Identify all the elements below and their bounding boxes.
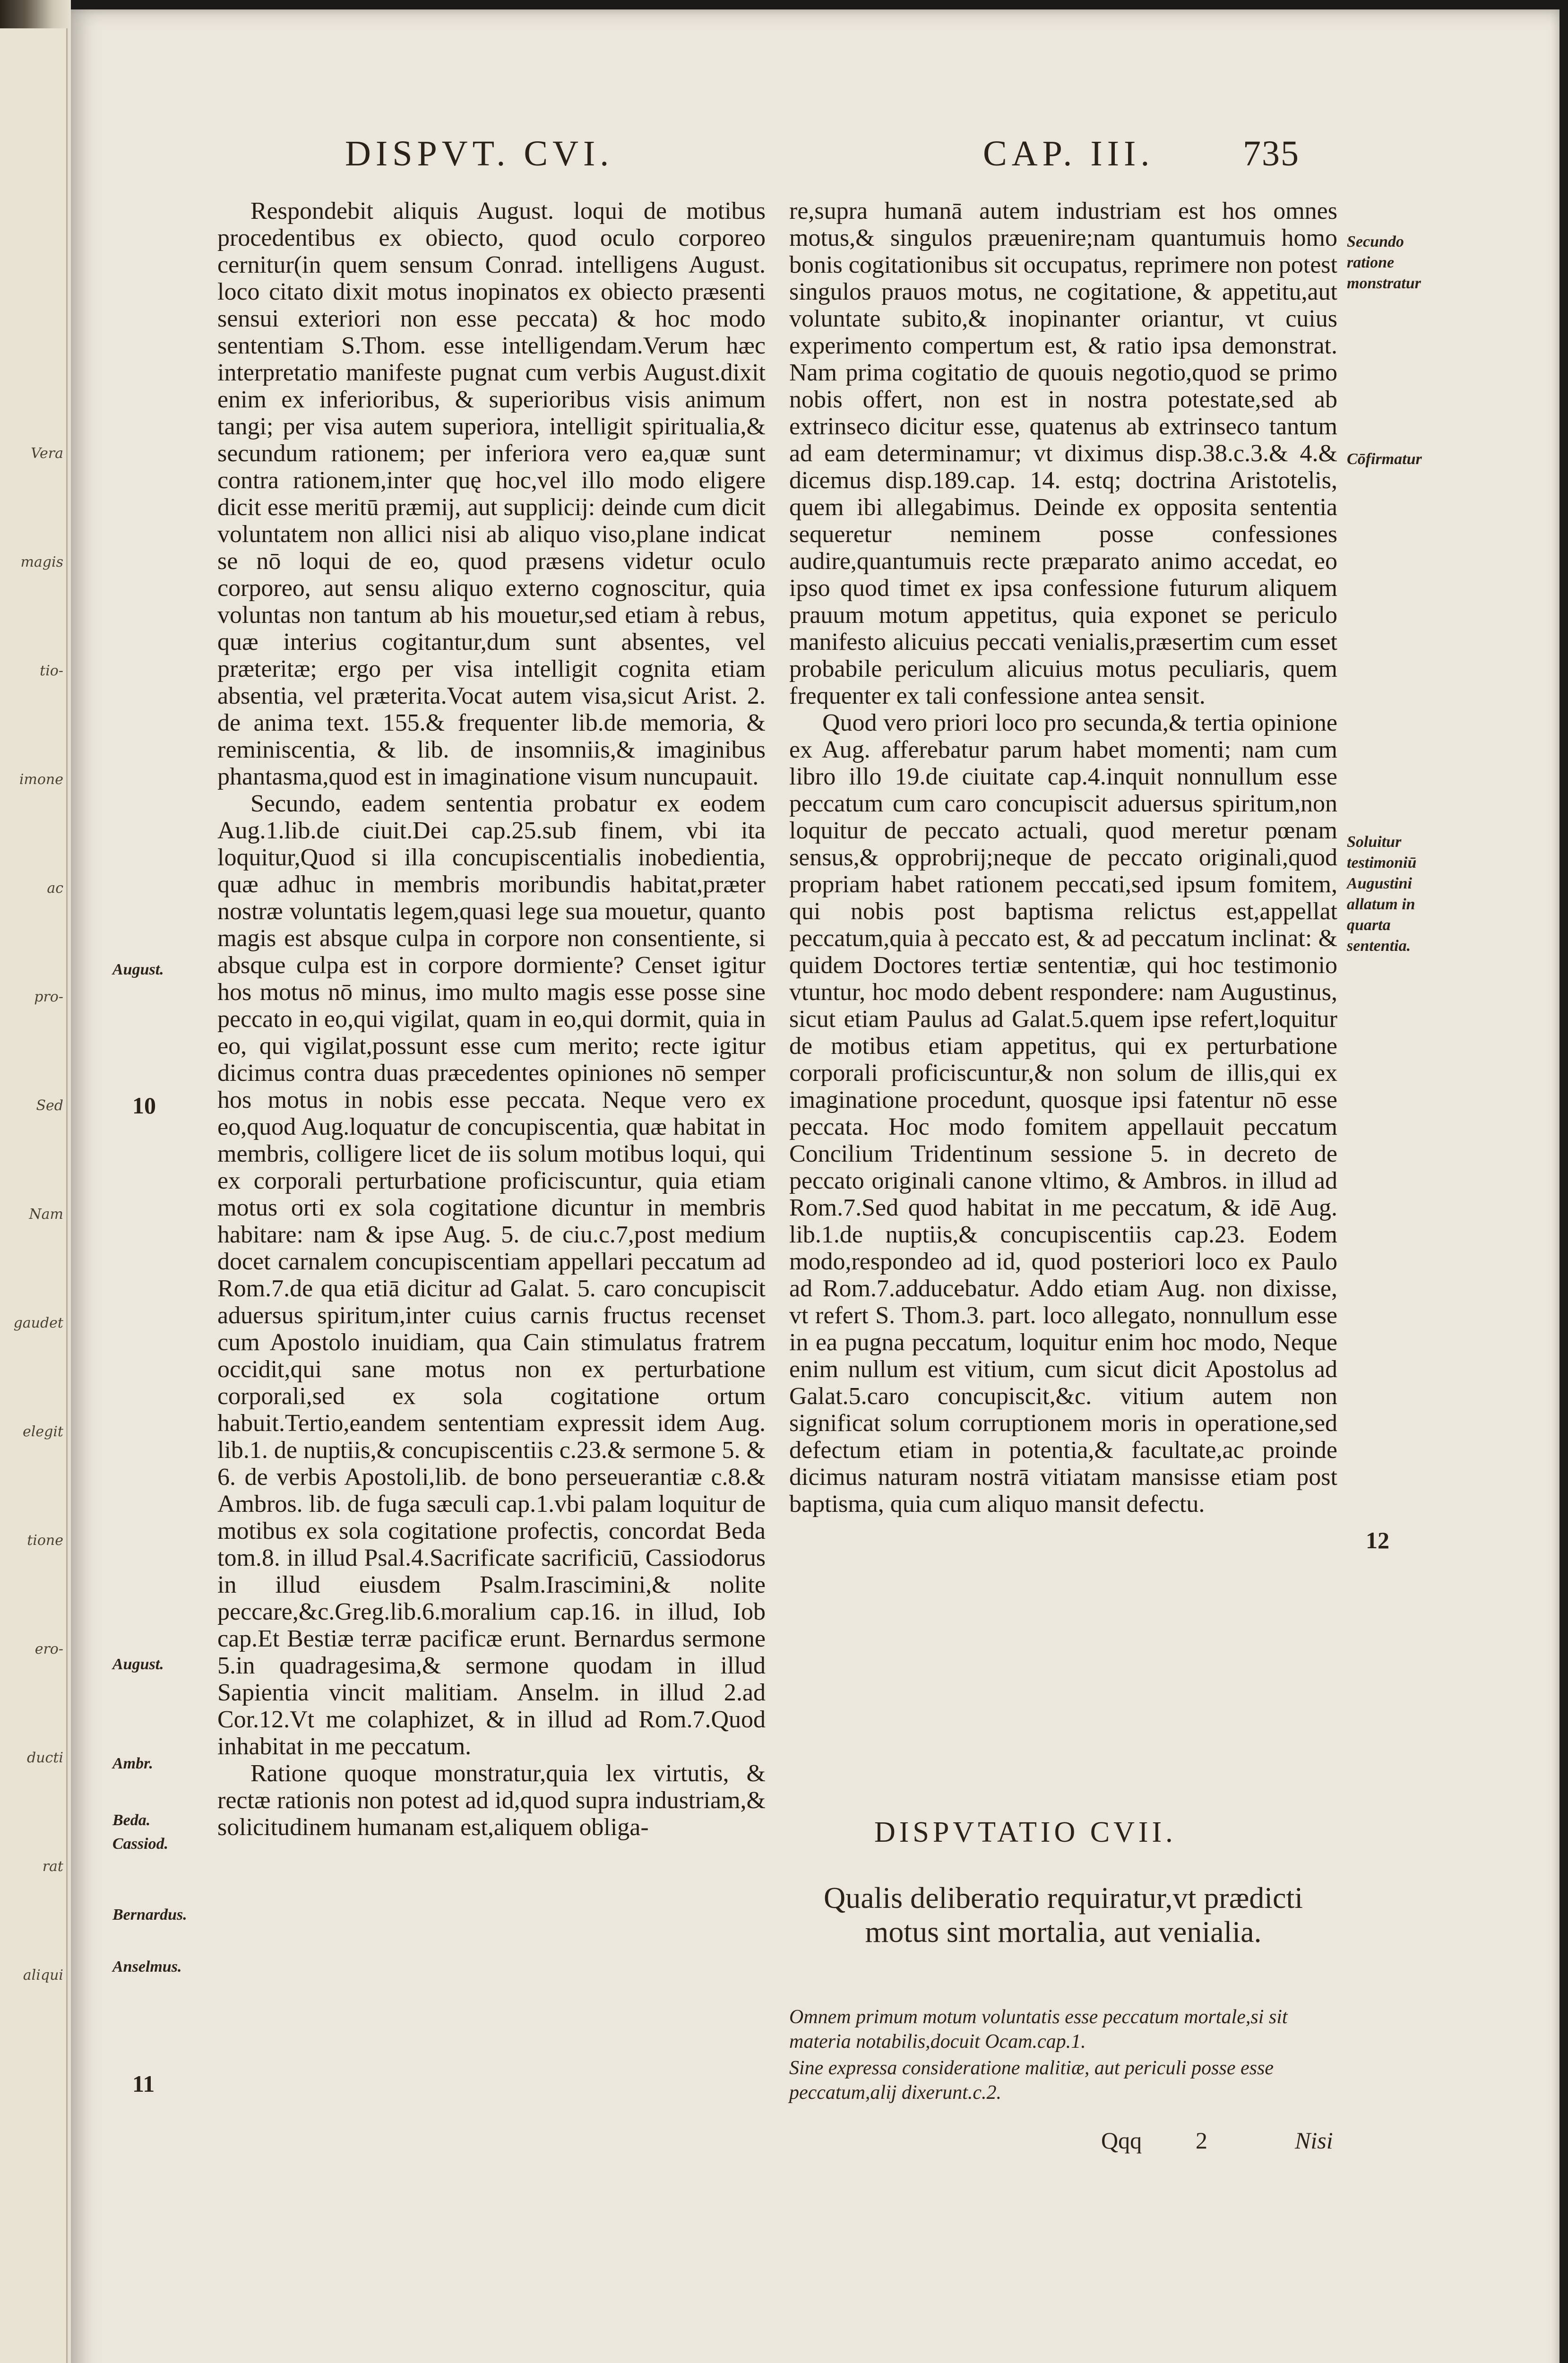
disputation-question: Qualis deliberatio requiratur,vt prædicti motus sint mortalia, aut venialia. [823,1881,1303,1949]
margin-note-august-2: August. [112,1656,164,1673]
previous-page-fragment: tio- [40,663,63,679]
margin-note-anselmus: Anselmus. [112,1958,182,1975]
margin-note-soluitur: Soluitur testimoniū Augustini allatum in quarta sententia. [1347,833,1417,955]
previous-page-fragment: ac [47,880,63,897]
right-paragraph-1: re,supra humanā autem industriam est hos omnes motus,& singulos præuenire;nam quantumuis homo bonis cogitationibus sit occupatus, reprimere non potest singulos prauos motus, ne cogitatione, & appetitu,aut voluntate subito,& inopinanter oriantur, vt cuius experimento compertum est, & ratio ipsa demonstrat. Nam prima cogitatio de quouis negotio,quod se primo nobis offert, non est in nostra potestate,sed ab extrinseco dicitur esse, quatenus ab extrinseco tantum ad eam determinamur; vt diximus disp.38.c.3.& 4.& dicemus disp.189.cap. 14. estq; doctrina Aristotelis, quem ibi allegabimus. Deinde ex opposita sententia sequeretur neminem posse confessiones audire,quantumuis recte præparato animo accedat, eo ipso quod timet ex ipsa confessione futurum aliquem prauum motum appetitus, quia exponet se periculo manifesto alicuius peccati venialis,præsertim cum esset probabile periculum alicuius motus peculiaris, quem frequenter ex tali confessione antea sensit. [789,198,1337,709]
previous-page-fragment: ero- [34,1641,63,1657]
book-page [71,9,1559,2363]
catchword: Nisi [1295,2127,1333,2154]
header-chapter: CAP. III. [983,134,1154,173]
previous-page-fragment: elegit [23,1423,63,1440]
right-paragraph-2: Quod vero priori loco pro secunda,& tertia opinione ex Aug. afferebatur parum habet momenti; nam cum libro illo 19.de ciuitate cap.4.inquit nonnullum esse peccatum cum caro concupiscit aduersus spiritum,non loquitur de peccato actuali, quod meretur pœnam sensus,& opprobrij;neque de peccato originali,quod propriam habet rationem peccati,sed ipsum fomitem, qui nobis post baptisma relictus est,appellat peccatum,quia à peccato est, & ad peccatum inclinat: & quidem Doctores tertiæ sententiæ, qui hoc testimonio vtuntur, hoc modo debent respondere: nam Augustinus, sicut etiam Paulus ad Galat.5.quem ipse refert,loquitur de motibus etiam appetitus, qui ex perturbatione corporali proficiscuntur,& non solum de illis,qui ex imaginatione procedunt, quosque ipsi fatentur nō esse peccata. Hoc modo fomitem appellauit peccatum Concilium Tridentinum sessione 5. in decreto de peccato originali canone vltimo, & Ambros. in illud ad Rom.7.Sed quod habitat in me peccatum, & idē Aug. lib.1.de nuptiis,& concupiscentiis cap.23. Eodem modo,respondeo ad id, quod posteriori loco ex Paulo ad Rom.7.adducebatur. Addo etiam Aug. non dixisse, vt refert S. Thom.3. part. loco allegato, nonnullum esse in ea pugna peccatum, loquitur enim hoc modo, Neque enim nullum est vitium, cum sicut dicit Apostolus ad Galat.5.caro concupiscit,&c. vitium autem non significat solum corruptionem moris in operatione,sed defectum etiam in potentia,& facultate,ac proinde dicimus naturam nostrā vitiatam mansisse etiam post baptisma, quia cum aliquo mansit defectu. [789,709,1337,1518]
margin-number-11: 11 [132,2070,155,2097]
page-number: 735 [1243,134,1300,173]
opinions-summary [789,2005,1337,2107]
previous-page-edge [0,28,68,2363]
previous-page-fragment: tione [27,1532,63,1549]
running-header [71,133,1559,176]
previous-page-fragment: gaudet [13,1315,63,1331]
previous-page-fragment: imone [19,771,63,788]
margin-number-10: 10 [132,1092,156,1119]
left-paragraph-1: Respondebit aliquis August. loqui de motibus procedentibus ex obiecto, quod oculo corporeo cernitur(in quem sensum Conrad. intelligens August. loco citato dixit motus inopinatos ex obiecto præsenti sensui exteriori non esse peccata) & hoc modo sententiam S.Thom. esse intelligendam.Verum hæc interpretatio manifeste pugnat cum verbis August.dixit enim ex inferioribus, & superioribus visis animum tangi; per visa autem superiora, intelligit spiritualia,& secundum rationem; per inferiora vero ea,quæ sunt contra rationem,inter quę hoc,vel illo modo eligere dicit esse meritū præmij, aut supplicij: deinde cum dicit voluntatem non allici nisi ab aliquo viso,plane indicat se nō loqui de eo, quod præsens videtur oculo corporeo, aut sensu aliquo externo cognoscitur, quia voluntas non tantum ab his mouetur,sed etiam à rebus, quæ interius cogitantur,dum sunt absentes, vel præteritæ; ergo per visa intelligit cognita etiam absentia, vel præterita.Vocat autem visa,sicut Arist. 2. de anima text. 155.& frequenter lib.de memoria, & reminiscentia, & lib. de insomniis,& imaginibus phantasma,quod est in imaginatione visum nuncupauit. [217,198,766,790]
opinion-2: Sine expressa consideratione malitiæ, aut periculi posse esse peccatum,alij dixerunt.c.2. [789,2057,1274,2104]
previous-page-fragment: rat [42,1858,63,1875]
margin-note-confirmatur: Cōfirmatur [1347,450,1422,468]
margin-number-12: 12 [1366,1527,1389,1553]
signature-number: 2 [1196,2127,1207,2154]
disputation-heading: DISPVTATIO CVII. [874,1816,1177,1848]
margin-note-bernardus: Bernardus. [112,1906,187,1923]
margin-note-ambr: Ambr. [112,1755,153,1772]
previous-page-fragment: Vera [31,445,63,462]
left-paragraph-3: Ratione quoque monstratur,quia lex virtutis, & rectæ rationis non potest ad id,quod supra industriam,& solicitudinem humanam est,aliquem obliga- [217,1760,766,1841]
margin-note-secundo: Secundo ratione monstratur [1347,233,1421,292]
margin-note-august-1: August. [112,961,164,978]
opinion-1: Omnem primum motum voluntatis esse peccatum mortale,si sit materia notabilis,docuit Ocam.cap.1. [789,2006,1288,2053]
margin-note-beda: Beda. [112,1811,151,1829]
previous-page-fragment: ducti [27,1750,63,1766]
previous-page-fragment: aliqui [23,1967,63,1984]
signature-mark: Qqq [1101,2127,1142,2154]
previous-page-fragment: pro- [34,989,63,1005]
previous-page-fragment: Sed [36,1097,63,1114]
header-disputation: DISPVT. CVI. [345,134,614,173]
margin-note-cassiod: Cassiod. [112,1835,169,1853]
right-column [789,198,1337,1518]
previous-page-fragment: magis [20,554,63,570]
previous-page-fragment: Nam [29,1206,63,1223]
left-column [217,198,766,1841]
left-paragraph-2: Secundo, eadem sententia probatur ex eodem Aug.1.lib.de ciuit.Dei cap.25.sub finem, vbi ita loquitur,Quod si illa concupiscentialis inobedientia, quæ adhuc in membris moribundis habitat,præter nostræ voluntatis legem,quasi lege sua mouetur, quanto magis est absque culpa in corpore non consentiente, si absque culpa est in corpore dormiente? Censet igitur hos motus nō minus, imo multo magis esse posse sine peccato in eo,qui vigilat, quam in eo,qui dormit, quia in eo, qui vigilat,possunt esse cum merito; recte igitur dicimus contra duas præcedentes opiniones nō semper hos motus in nobis esse peccata. Neque vero ex eo,quod Aug.loquatur de concupiscentia, quæ habitat in membris, colligere licet de iis solum motibus loqui, qui ex corporali perturbatione proficiscuntur, quia etiam motus orti ex sola cogitatione dicuntur in membris habitare: nam & ipse Aug. 5. de ciu.c.7,post medium docet carnalem concupiscentiam appellari peccatum ad Rom.7.de qua etiā dicitur ad Galat. 5. caro concupiscit aduersus spiritum,inter cuius carnis fructus recenset cum Apostolo inuidiam, qua Cain stimulatus fratrem occidit,qui sane motus non ex perturbatione corporali,sed ex sola cogitatione ortum habuit.Tertio,eandem sententiam expressit idem Aug. lib.1. de nuptiis,& concupiscentiis c.23.& sermone 5. & 6. de verbis Apostoli,lib. de bono perseuerantiæ c.8.& Ambros. lib. de fuga sæculi cap.1.vbi palam loquitur de motibus ex sola cogitatione profectis, concordat Beda tom.8. in illud Psal.4.Sacrificate sacrificiū, Cassiodorus in illud eiusdem Psalm.Irascimini,& nolite peccare,&c.Greg.lib.6.moralium cap.16. in illud, Iob cap.Et Bestiæ terræ pacificæ erunt. Bernardus sermone 5.in quadragesima,& sermone quodam in illud Sapientia vincit malitiam. Anselm. in illud 2.ad Cor.12.Vt me colaphizet, & in illud ad Rom.7.Quod inhabitat in me peccatum. [217,790,766,1760]
